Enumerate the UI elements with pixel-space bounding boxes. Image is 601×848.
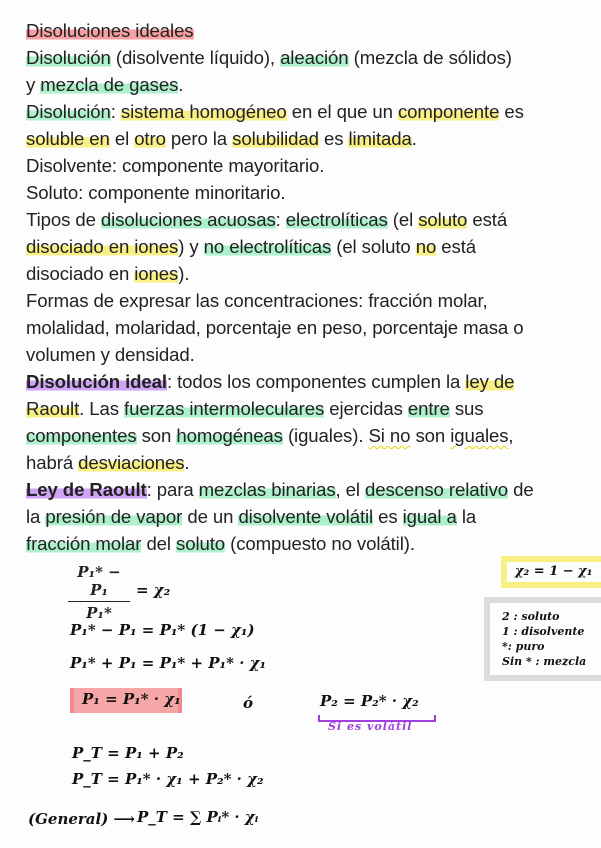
text-line [26, 395, 596, 422]
highlighted-text: igual a [402, 506, 457, 527]
highlighted-text: Disolución ideal [26, 371, 167, 392]
text-segment: sus [449, 398, 484, 419]
spellcheck-underlined-text: Si no [368, 425, 411, 446]
legend-item: *: puro [502, 640, 545, 653]
text-segment: Disolvente: componente mayoritario. [26, 155, 325, 176]
highlighted-text: Ley de Raoult [26, 479, 147, 500]
text-segment: : todos los componentes cumplen la [166, 371, 466, 392]
equation-2: P₁* − P₁ = P₁* (1 − χ₁) [70, 621, 255, 639]
text-line [26, 206, 596, 233]
text-line [26, 71, 596, 98]
text-segment: (el soluto [331, 236, 416, 257]
text-line [26, 476, 596, 503]
text-line [26, 233, 596, 260]
highlighted-text: limitada [348, 128, 412, 149]
notes-text [26, 17, 596, 557]
text-segment: está [436, 236, 477, 257]
text-segment: pero la [165, 128, 233, 149]
text-segment: (disolvente líquido), [110, 47, 281, 68]
highlighted-text: presión de vapor [45, 506, 183, 527]
highlighted-text: descenso relativo [365, 479, 509, 500]
text-segment: molalidad, molaridad, porcentaje en peso, porcentaje masa o [26, 317, 524, 338]
text-segment: : para [146, 479, 199, 500]
text-line [26, 422, 596, 449]
highlighted-text: soluto [418, 209, 468, 230]
highlighted-text: desviaciones [78, 452, 185, 473]
fraction-rhs: = χ₂ [136, 581, 171, 599]
legend-item: Sin * : mezcla [502, 655, 587, 668]
highlighted-text: soluble en [26, 128, 110, 149]
text-segment: habrá [26, 452, 79, 473]
legend-item: 2 : soluto [502, 610, 560, 623]
text-line [26, 530, 596, 557]
text-segment: el [109, 128, 135, 149]
highlighted-text: disoluciones acuosas [100, 209, 276, 230]
text-line [26, 368, 596, 395]
text-segment: . [178, 74, 184, 95]
highlighted-text: fracción molar [26, 533, 142, 554]
spellcheck-underlined-text: iguales [450, 425, 509, 446]
or-text: ó [243, 694, 254, 712]
text-segment: , el [335, 479, 365, 500]
text-line [26, 152, 596, 179]
text-line [26, 17, 596, 44]
text-segment: (compuesto no volátil). [225, 533, 415, 554]
equation-boxed: P₁ = P₁* · χ₁ [82, 690, 181, 708]
text-segment: : [110, 101, 121, 122]
highlighted-text: fuerzas intermoleculares [124, 398, 325, 419]
fraction-denominator: P₁* [86, 604, 112, 622]
text-line [26, 314, 596, 341]
raoult-fraction [68, 563, 130, 622]
highlighted-text: homogéneas [176, 425, 283, 446]
text-segment: Formas de expresar las concentraciones: fracción molar, [26, 290, 488, 311]
text-segment: Soluto: componente minoritario. [26, 182, 286, 203]
highlighted-text: aleación [280, 47, 349, 68]
highlighted-text: componente [397, 101, 500, 122]
text-segment: ejercidas [324, 398, 408, 419]
text-line [26, 341, 596, 368]
text-segment: y [26, 74, 41, 95]
highlighted-text: componentes [26, 425, 137, 446]
equation-general: P_T = ∑ Pᵢ* · χᵢ [137, 808, 259, 826]
text-segment: es [318, 128, 349, 149]
highlighted-text: sistema homogéneo [120, 101, 287, 122]
boxed-equation [70, 688, 182, 713]
highlighted-text: no electrolíticas [203, 236, 332, 257]
text-segment: de [508, 479, 534, 500]
text-segment: volumen y densidad. [26, 344, 195, 365]
highlighted-text: disolvente volátil [238, 506, 374, 527]
text-segment: en el que un [286, 101, 398, 122]
text-segment: : [275, 209, 286, 230]
side-equation-box [501, 556, 601, 588]
text-segment: la [456, 506, 477, 527]
text-segment: (el [387, 209, 419, 230]
text-segment: son [136, 425, 177, 446]
highlighted-text: Disolución [26, 101, 111, 122]
highlighted-text: disociado en iones [26, 236, 179, 257]
highlighted-text: iones [134, 263, 179, 284]
text-line [26, 260, 596, 287]
general-label: (General) ⟶ [28, 810, 136, 828]
highlighted-text: Disoluciones ideales [26, 20, 194, 41]
highlighted-text: entre [407, 398, 450, 419]
text-segment: es [373, 506, 403, 527]
text-segment: está [467, 209, 508, 230]
equation-alt: P₂ = P₂* · χ₂ [320, 692, 419, 710]
text-segment: es [499, 101, 524, 122]
text-segment: disociado en [26, 263, 135, 284]
text-line [26, 44, 596, 71]
text-segment: del [141, 533, 177, 554]
text-segment: . [411, 128, 417, 149]
text-line [26, 287, 596, 314]
text-segment: de un [182, 506, 239, 527]
equation-total-2: P_T = P₁* · χ₁ + P₂* · χ₂ [72, 770, 264, 788]
text-segment: (iguales). [282, 425, 369, 446]
volatile-note: Si es volátil [328, 720, 413, 733]
highlighted-text: otro [134, 128, 166, 149]
text-line [26, 179, 596, 206]
text-line [26, 503, 596, 530]
text-segment: . Las [79, 398, 125, 419]
text-line [26, 449, 596, 476]
text-segment: , [508, 425, 514, 446]
highlighted-text: mezclas binarias [198, 479, 336, 500]
highlighted-text: mezcla de gases [40, 74, 179, 95]
text-segment: son [410, 425, 451, 446]
highlighted-text: Disolución [26, 47, 111, 68]
legend-box [484, 597, 601, 681]
legend-item: 1 : disolvente [502, 625, 585, 638]
highlighted-text: ley de [465, 371, 515, 392]
text-segment: ). [178, 263, 190, 284]
highlighted-text: electrolíticas [285, 209, 388, 230]
text-segment: ) y [178, 236, 204, 257]
text-segment: (mezcla de sólidos) [348, 47, 512, 68]
highlighted-text: no [415, 236, 437, 257]
highlighted-text: soluto [176, 533, 226, 554]
equation-3: P₁* + P₁ = P₁* + P₁* · χ₁ [70, 654, 267, 672]
highlighted-text: solubilidad [232, 128, 319, 149]
text-line [26, 125, 596, 152]
text-segment: la [26, 506, 46, 527]
equation-total-1: P_T = P₁ + P₂ [72, 744, 184, 762]
text-line [26, 98, 596, 125]
text-segment: . [184, 452, 190, 473]
text-segment: Tipos de [26, 209, 101, 230]
side-equation: χ₂ = 1 − χ₁ [515, 564, 593, 579]
fraction-numerator: P₁* − P₁ [68, 563, 130, 602]
highlighted-text: Raoult [26, 398, 80, 419]
